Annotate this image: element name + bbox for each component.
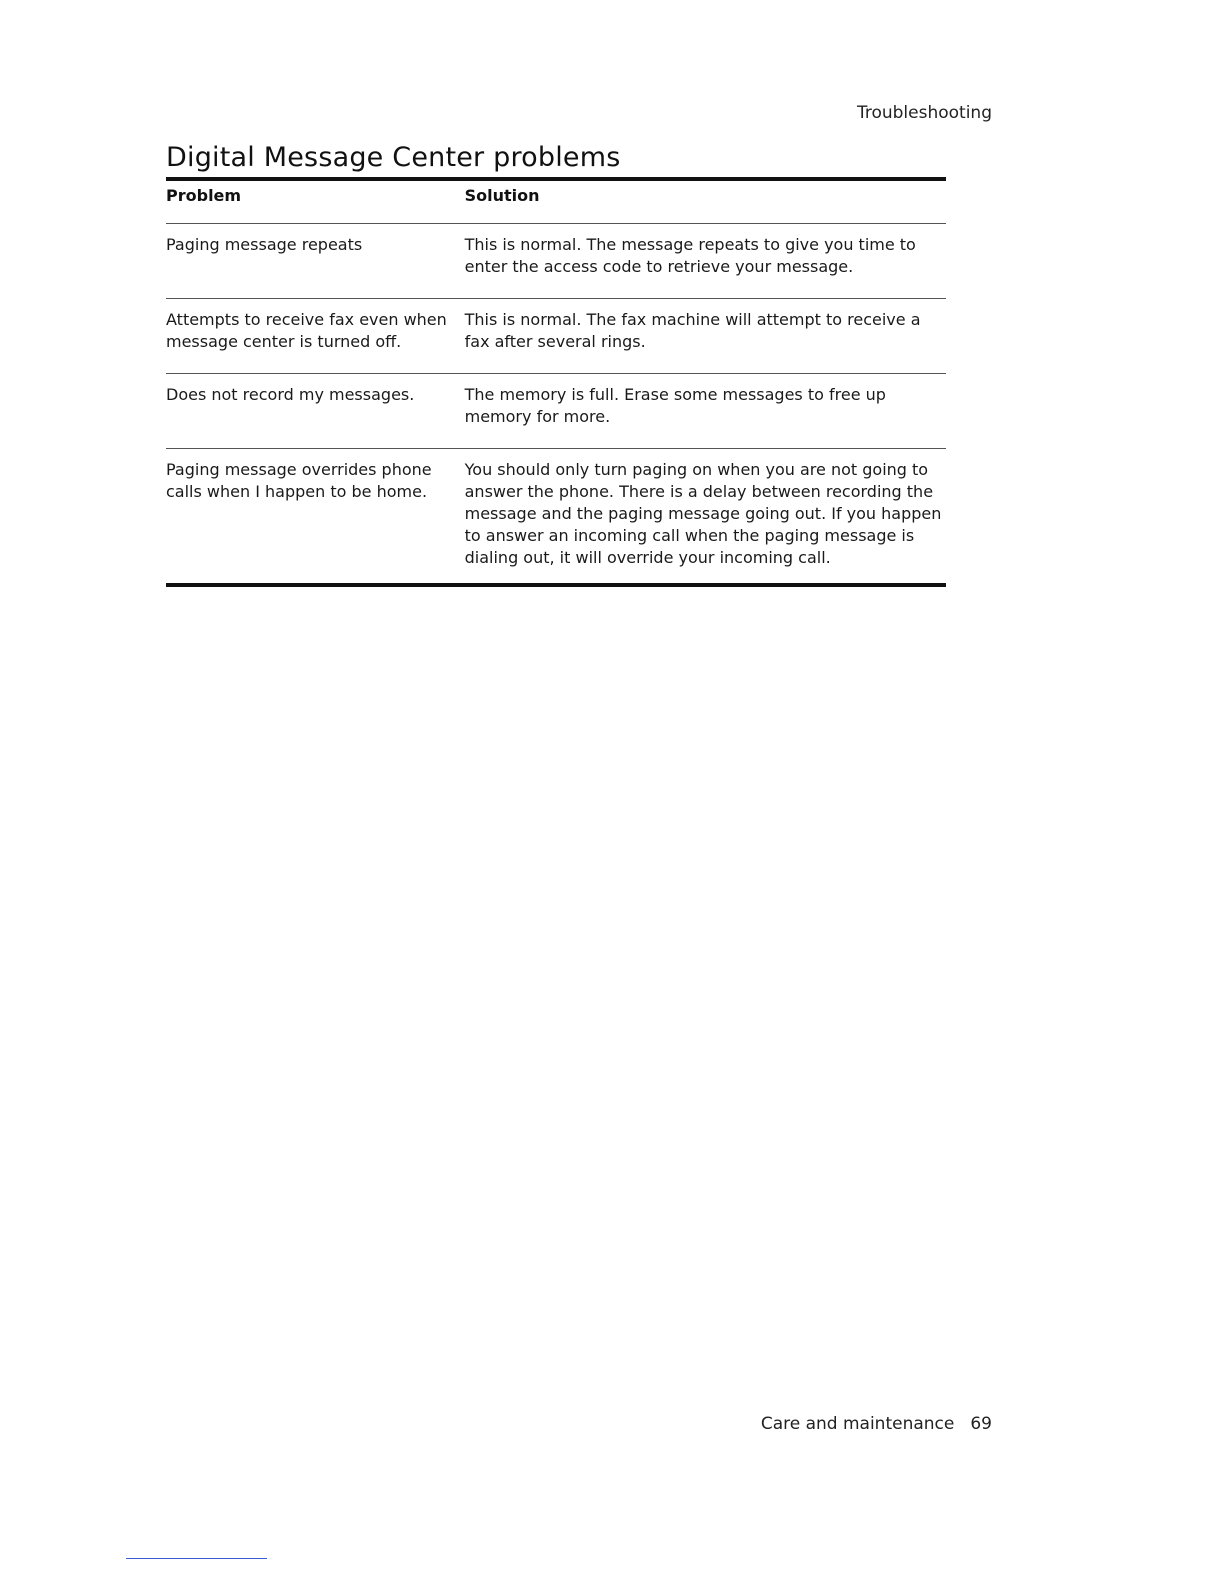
solution-cell: This is normal. The message repeats to give you time to enter the access code to retrieve your message. <box>465 224 946 299</box>
solution-cell: You should only turn paging on when you are not going to answer the phone. There is a delay between recording the message and the paging message going out. If you happen to answer an incoming call when the paging message is dialing out, it will override your incoming call. <box>465 449 946 590</box>
solution-cell: The memory is full. Erase some messages to free up memory for more. <box>465 374 946 449</box>
page-footer <box>761 1414 992 1434</box>
table-row <box>166 299 946 374</box>
solution-cell: This is normal. The fax machine will attempt to receive a fax after several rings. <box>465 299 946 374</box>
table-top-rule <box>166 177 946 181</box>
problems-table <box>166 184 946 589</box>
problem-cell: Paging message repeats <box>166 224 465 299</box>
column-header-solution: Solution <box>464 186 540 205</box>
problem-cell: Does not record my messages. <box>166 374 465 449</box>
table-row <box>166 374 946 449</box>
page-number: 69 <box>970 1414 992 1434</box>
problem-cell: Paging message overrides phone calls when I happen to be home. <box>166 449 465 590</box>
footer-chapter-title: Care and maintenance <box>760 1414 955 1434</box>
table-bottom-rule <box>166 583 946 587</box>
table-row <box>166 224 946 299</box>
page-edge-line <box>126 1558 267 1559</box>
column-header-problem: Problem <box>166 186 242 205</box>
table-row <box>166 449 946 590</box>
running-header: Troubleshooting <box>856 103 992 123</box>
problem-cell: Attempts to receive fax even when message center is turned off. <box>166 299 465 374</box>
section-title: Digital Message Center problems <box>166 142 621 173</box>
table-header-row <box>166 184 946 224</box>
